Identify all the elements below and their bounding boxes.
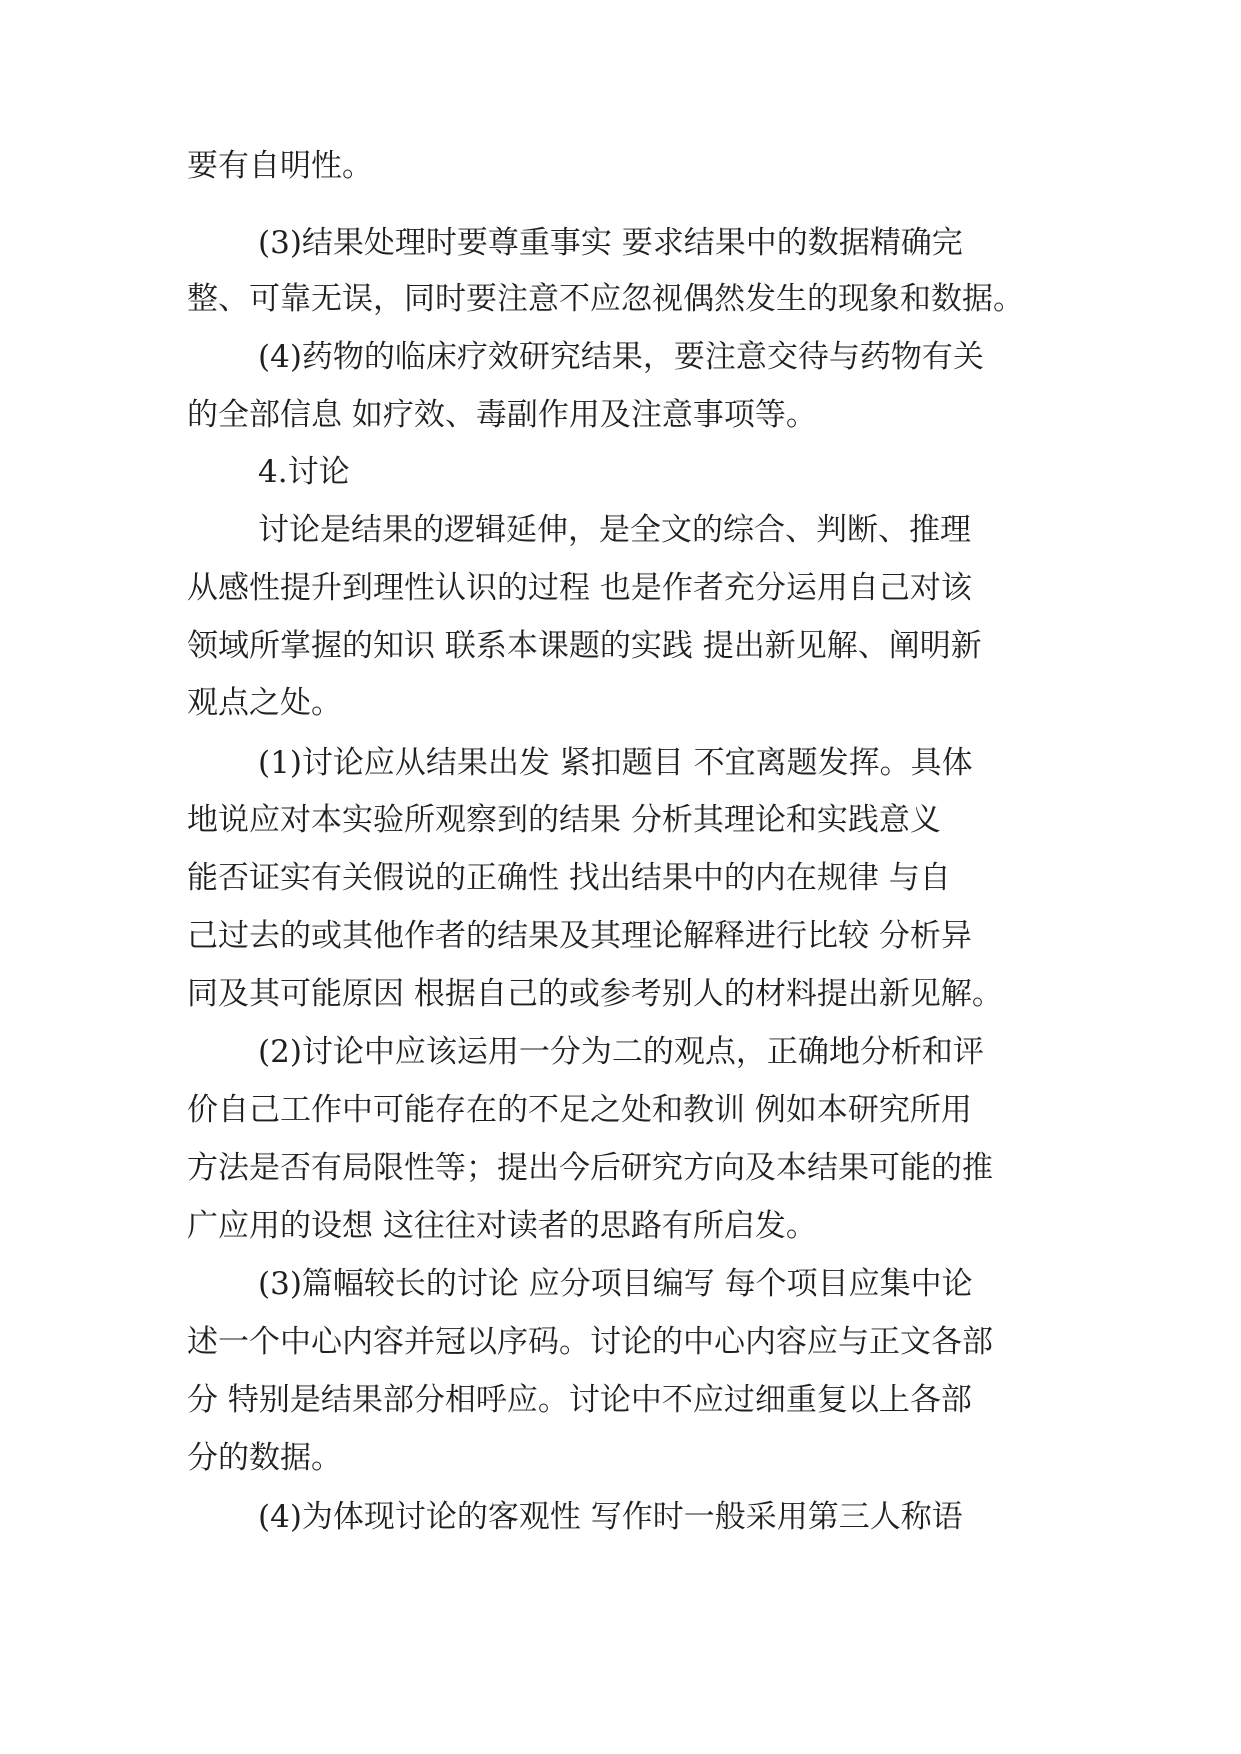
text-line: 整、可靠无误，同时要注意不应忽视偶然发生的现象和数据。 bbox=[187, 281, 1024, 317]
text-line: (3)篇幅较长的讨论 应分项目编写 每个项目应集中论 bbox=[258, 1266, 973, 1302]
section-heading: 4.讨论 bbox=[258, 454, 350, 490]
text-line: 分的数据。 bbox=[187, 1440, 342, 1476]
text-line: 地说应对本实验所观察到的结果 分析其理论和实践意义 bbox=[187, 802, 941, 838]
text-line: 讨论是结果的逻辑延伸，是全文的综合、判断、推理 bbox=[258, 512, 971, 548]
text-line: (2)讨论中应该运用一分为二的观点，正确地分析和评 bbox=[258, 1034, 984, 1070]
text-line: (4)为体现讨论的客观性 写作时一般采用第三人称语 bbox=[258, 1499, 963, 1535]
text-line: 分 特别是结果部分相呼应。讨论中不应过细重复以上各部 bbox=[187, 1382, 972, 1418]
text-line: 的全部信息 如疗效、毒副作用及注意事项等。 bbox=[187, 397, 817, 433]
text-line: (3)结果处理时要尊重事实 要求结果中的数据精确完 bbox=[258, 225, 963, 261]
text-line: 同及其可能原因 根据自己的或参考别人的材料提出新见解。 bbox=[187, 976, 1003, 1012]
text-line: 从感性提升到理性认识的过程 也是作者充分运用自己对该 bbox=[187, 570, 972, 606]
text-line: (1)讨论应从结果出发 紧扣题目 不宜离题发挥。具体 bbox=[258, 745, 973, 781]
text-line: 领域所掌握的知识 联系本课题的实践 提出新见解、阐明新 bbox=[187, 628, 982, 664]
text-line: 述一个中心内容并冠以序码。讨论的中心内容应与正文各部 bbox=[187, 1324, 993, 1360]
text-line: 己过去的或其他作者的结果及其理论解释进行比较 分析异 bbox=[187, 918, 972, 954]
text-line: 方法是否有局限性等；提出今后研究方向及本结果可能的推 bbox=[187, 1150, 993, 1186]
text-line: 观点之处。 bbox=[187, 685, 342, 721]
text-line: 能否证实有关假说的正确性 找出结果中的内在规律 与自 bbox=[187, 860, 951, 896]
text-line: 价自己工作中可能存在的不足之处和教训 例如本研究所用 bbox=[187, 1092, 972, 1128]
text-line: 要有自明性。 bbox=[187, 148, 373, 184]
text-line: (4)药物的临床疗效研究结果，要注意交待与药物有关 bbox=[258, 339, 984, 375]
text-line: 广应用的设想 这往往对读者的思路有所启发。 bbox=[187, 1208, 817, 1244]
